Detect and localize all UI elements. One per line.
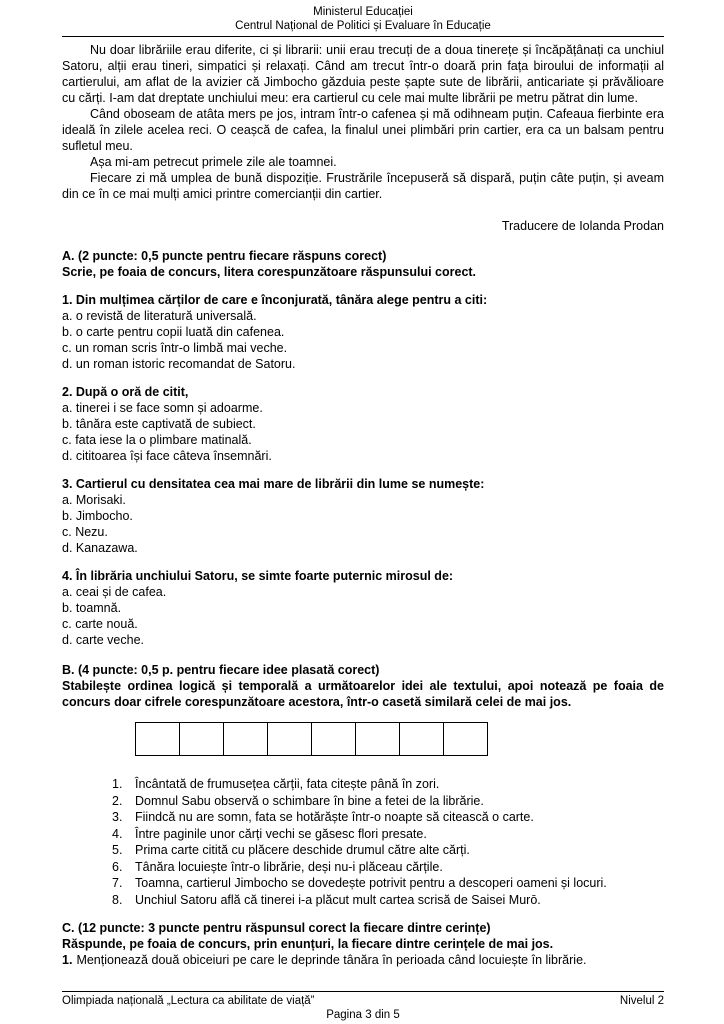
question-stem: 3. Cartierul cu densitatea cea mai mare de librării din lume se numește: [62, 477, 485, 491]
order-item [112, 793, 664, 810]
translator-credit: Traducere de Iolanda Prodan [501, 219, 664, 233]
order-item [112, 892, 664, 909]
order-item-number: 3. [112, 810, 123, 824]
answer-box-cell [179, 722, 224, 756]
answer-box-cell [399, 722, 444, 756]
option: c. carte nouă. [62, 617, 138, 631]
section-c-title: C. (12 puncte: 3 puncte pentru răspunsul corect la fiecare dintre cerințe) [62, 921, 491, 935]
option: a. Morisaki. [62, 493, 126, 507]
order-item-text: Toamna, cartierul Jimbocho se dovedește potrivit pentru a descoperi oameni și locuri. [135, 876, 607, 890]
intro-paragraph: Nu doar librăriile erau diferite, ci și librarii: unii erau trecuți de a doua tinerețe și încăpățânați ca unchiul Satoru, alții erau tineri, simpatici și relaxați. Când am trecut într-o doară prin fața biroului de informații al cartierului, am aflat de la avizier că Jimbocho găzduia peste șapte sute de librării, anticariate și prăvălioare cu cărți. I-am dat dreptate unchiului meu: era cartierul cu cele mai multe librării pe metru pătrat din lume. [62, 43, 664, 105]
order-item-text: Unchiul Satoru află că tinerei i-a plăcut mult cartea scrisă de Saisei Murō. [135, 892, 541, 907]
section-b [62, 662, 664, 710]
page-number: Pagina 3 din 5 [326, 1009, 400, 1021]
order-item-text: Încântată de frumusețea cărții, fata citește până în zori. [135, 777, 440, 791]
option: a. o revistă de literatură universală. [62, 309, 257, 323]
section-b-instruction: Stabilește ordinea logică și temporală a următoarelor idei ale textului, apoi notează pe foaia de concurs doar cifrele corespunzătoare acestora, într-o casetă similară celei de mai jos. [62, 679, 664, 709]
order-item [112, 826, 664, 843]
order-item [112, 842, 664, 859]
section-c-item-1 [62, 952, 664, 968]
section-b-title: B. (4 puncte: 0,5 p. pentru fiecare idee plasată corect) [62, 663, 380, 677]
question-3 [62, 476, 664, 556]
document-body [62, 37, 664, 968]
answer-box-cell [355, 722, 400, 756]
order-item [112, 776, 664, 793]
question-1 [62, 292, 664, 372]
footer-level: Nivelul 2 [619, 995, 664, 1007]
footer-divider [62, 991, 664, 992]
order-item-number: 1. [112, 777, 123, 791]
order-item-text: Între paginile unor cărți vechi se găsesc flori presate. [135, 826, 427, 841]
answer-box-cell [135, 722, 180, 756]
footer-olympiad-title: Olimpiada națională „Lectura ca abilitate de viață” [62, 995, 315, 1007]
intro-paragraph: Așa mi-am petrecut primele zile ale toamnei. [90, 155, 337, 169]
option: c. Nezu. [62, 525, 108, 539]
order-item [112, 875, 664, 892]
answer-box-cell [223, 722, 268, 756]
question-stem: 4. În librăria unchiului Satoru, se simte foarte puternic mirosul de: [62, 569, 454, 583]
question-2 [62, 384, 664, 464]
question-4 [62, 568, 664, 648]
answer-box-cell [267, 722, 312, 756]
option: d. carte veche. [62, 633, 144, 647]
order-item-number: 6. [112, 859, 123, 874]
order-ideas-list [62, 776, 664, 908]
item-text: Menționează două obiceiuri pe care le deprinde tânăra în perioada când locuiește în librărie. [76, 953, 587, 967]
answer-box-grid [135, 722, 664, 756]
option: b. o carte pentru copii luată din cafenea. [62, 325, 285, 339]
option: a. tinerei i se face somn și adoarme. [62, 401, 263, 415]
center-title: Centrul Național de Politici și Evaluare în Educație [235, 19, 491, 32]
question-stem: 1. Din mulțimea cărților de care e înconjurată, tânăra alege pentru a citi: [62, 293, 488, 307]
order-item-number: 2. [112, 793, 123, 808]
order-item-number: 7. [112, 876, 123, 890]
order-item-text: Prima carte citită cu plăcere deschide drumul către alte cărți. [135, 843, 470, 857]
option: d. cititoarea își face câteva însemnări. [62, 449, 272, 463]
order-item-text: Fiindcă nu are somn, fata se hotărăște într-o noapte să citească o carte. [135, 810, 534, 824]
option: b. tânăra este captivată de subiect. [62, 417, 256, 431]
order-item-text: Domnul Sabu observă o schimbare în bine a fetei de la librărie. [135, 793, 484, 808]
section-c-instruction: Răspunde, pe foaia de concurs, prin enunțuri, la fiecare dintre cerințele de mai jos. [62, 937, 554, 951]
section-a [62, 248, 664, 280]
order-item-number: 5. [112, 843, 123, 857]
option: b. toamnă. [62, 601, 122, 615]
item-number: 1. [62, 953, 73, 967]
option: d. un roman istoric recomandat de Satoru. [62, 357, 296, 371]
option: c. un roman scris într-o limbă mai veche. [62, 341, 288, 355]
order-item-text: Tânăra locuiește într-o librărie, deși nu-i plăceau cărțile. [135, 859, 443, 874]
section-a-title: A. (2 puncte: 0,5 puncte pentru fiecare răspuns corect) [62, 249, 387, 263]
section-c [62, 920, 664, 968]
option: b. Jimbocho. [62, 509, 133, 523]
option: c. fata iese la o plimbare matinală. [62, 433, 252, 447]
section-a-instruction: Scrie, pe foaia de concurs, litera corespunzătoare răspunsului corect. [62, 265, 477, 279]
answer-box-cell [311, 722, 356, 756]
ministry-title: Ministerul Educației [313, 6, 413, 18]
order-item-number: 4. [112, 826, 123, 841]
order-item [112, 859, 664, 876]
intro-paragraph: Fiecare zi mă umplea de bună dispoziție. Frustrările începuseră să dispară, puțin câte puțin, și aveam din ce în ce mai mulți amici printre comercianții din cartier. [62, 171, 664, 201]
document-header [62, 6, 664, 33]
intro-paragraph: Când oboseam de atâta mers pe jos, intram într-o cafenea și mă odihneam puțin. Cafeaua fierbinte era ideală în zilele acelea reci. O ceașcă de cafea, la finalul unei plimbări prin cartier, era ca un balsam pentru sufletul meu. [62, 107, 664, 153]
order-item-number: 8. [112, 892, 123, 907]
document-footer [62, 988, 664, 1022]
option: d. Kanazawa. [62, 541, 138, 555]
order-item [112, 809, 664, 826]
answer-box-cell [443, 722, 488, 756]
option: a. ceai și de cafea. [62, 585, 167, 599]
question-stem: 2. După o oră de citit, [62, 385, 189, 399]
